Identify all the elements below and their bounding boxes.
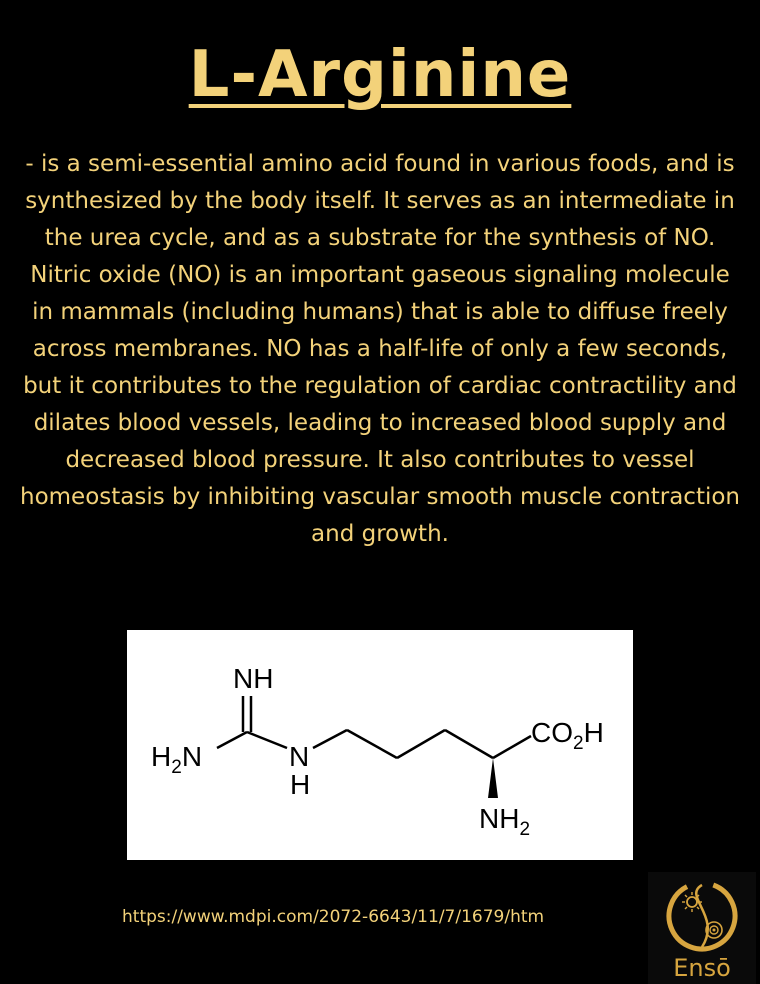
- enso-logo: [648, 872, 756, 984]
- label-nh-top: NH: [233, 663, 274, 694]
- label-n-link: N: [289, 741, 310, 772]
- page-title-text: L-Arginine: [188, 38, 572, 112]
- bond-chain-5: [493, 736, 531, 758]
- source-link[interactable]: https://www.mdpi.com/2072-6643/11/7/1679/htm: [122, 907, 545, 927]
- label-h2n: $H_2N$: [151, 741, 203, 778]
- bond-chain-3: [397, 730, 445, 758]
- arginine-structure-svg: [127, 630, 633, 860]
- structure-bonds: [217, 696, 531, 758]
- bond-chain-4: [445, 730, 493, 758]
- page-title: [0, 38, 760, 112]
- bond-c-n: [247, 732, 287, 748]
- bond-chain-2: [347, 730, 397, 758]
- bond-chain-1: [313, 730, 347, 748]
- description-paragraph: - is a semi-essential amino acid found in various foods, and is synthesized by the body itself. It serves as an intermediate in the urea cycle, and as a substrate for the synthesis of NO. Nitric oxide (NO) is an important gaseous signaling molecule in mammals (including humans) that is able to diffuse freely across membranes. NO has a half-life of only a few seconds, but it contributes to the regulation of cardiac contractility and dilates blood vessels, leading to increased blood supply and decreased blood pressure. It also contributes to vessel homeostasis by inhibiting vascular smooth muscle contraction and growth.: [20, 151, 741, 547]
- bond-h2n-c: [217, 732, 247, 748]
- label-h-link: H: [290, 769, 311, 800]
- logo-wordmark: Ensō: [673, 954, 731, 982]
- enso-circle-icon: [662, 876, 742, 956]
- wedge-bond: [488, 758, 498, 798]
- label-co2h: $CO_2H$: [531, 717, 604, 754]
- chemical-structure-diagram: [127, 630, 633, 860]
- label-nh2: $NH_2$: [479, 803, 531, 840]
